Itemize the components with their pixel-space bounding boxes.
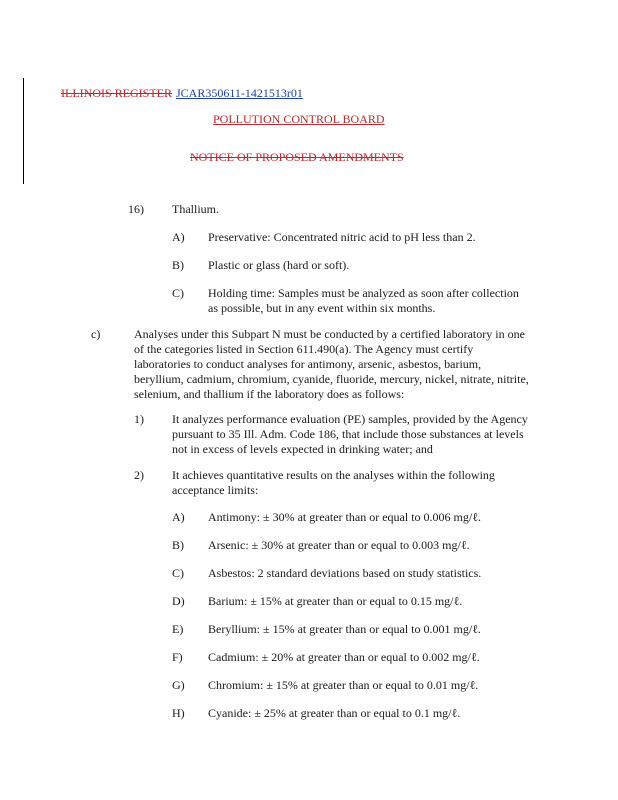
item-16a-label: A) bbox=[172, 230, 185, 244]
limit-e-text: Beryllium: ± 15% at greater than or equal to 0.001 mg/ℓ. bbox=[208, 622, 481, 636]
item-c2-line1: It achieves quantitative results on the analyses within the following bbox=[172, 468, 495, 482]
limit-h-text: Cyanide: ± 25% at greater than or equal to 0.1 mg/ℓ. bbox=[208, 706, 461, 720]
limit-c-text: Asbestos: 2 standard deviations based on study statistics. bbox=[208, 566, 482, 580]
limit-f-text: Cadmium: ± 20% at greater than or equal to 0.002 mg/ℓ. bbox=[208, 650, 480, 664]
limit-b-text: Arsenic: ± 30% at greater than or equal to 0.003 mg/ℓ. bbox=[208, 538, 470, 552]
limit-a-text: Antimony: ± 30% at greater than or equal to 0.006 mg/ℓ. bbox=[208, 510, 481, 524]
limit-g-label: G) bbox=[172, 678, 185, 692]
notice-title: NOTICE OF PROPOSED AMENDMENTS bbox=[190, 150, 404, 164]
item-c1-line2: pursuant to 35 Ill. Adm. Code 186, that include those substances at levels bbox=[172, 427, 524, 441]
section-c-line1: Analyses under this Subpart N must be conducted by a certified laboratory in one bbox=[134, 327, 525, 341]
limit-f-label: F) bbox=[172, 650, 183, 664]
section-c-label: c) bbox=[91, 327, 101, 341]
register-header bbox=[61, 86, 303, 101]
item-16c-line1: Holding time: Samples must be analyzed as soon after collection bbox=[208, 286, 519, 300]
item-16b-label: B) bbox=[172, 258, 184, 272]
limit-b-label: B) bbox=[172, 538, 184, 552]
item-16c-line2: as possible, but in any event within six months. bbox=[208, 301, 436, 315]
item-c1-label: 1) bbox=[134, 412, 144, 426]
item-16b-text: Plastic or glass (hard or soft). bbox=[208, 258, 350, 272]
item-c1-line3: not in excess of levels expected in drinking water; and bbox=[172, 442, 433, 456]
item-16a-text: Preservative: Concentrated nitric acid to pH less than 2. bbox=[208, 230, 476, 244]
item-16-number: 16) bbox=[128, 202, 144, 216]
limit-c-label: C) bbox=[172, 566, 184, 580]
register-inserted-text: JCAR350611-1421513r01 bbox=[176, 86, 303, 100]
limit-d-label: D) bbox=[172, 594, 185, 608]
item-16c-label: C) bbox=[172, 286, 184, 300]
item-c2-line2: acceptance limits: bbox=[172, 483, 259, 497]
limit-e-label: E) bbox=[172, 622, 184, 636]
item-c1-line1: It analyzes performance evaluation (PE) samples, provided by the Agency bbox=[172, 412, 528, 426]
limit-d-text: Barium: ± 15% at greater than or equal to 0.15 mg/ℓ. bbox=[208, 594, 463, 608]
section-c-line3: laboratories to conduct analyses for antimony, arsenic, asbestos, barium, bbox=[134, 357, 482, 371]
item-c2-label: 2) bbox=[134, 468, 144, 482]
limit-g-text: Chromium: ± 15% at greater than or equal to 0.01 mg/ℓ. bbox=[208, 678, 479, 692]
board-title: POLLUTION CONTROL BOARD bbox=[213, 112, 385, 126]
limit-a-label: A) bbox=[172, 510, 185, 524]
section-c-line2: of the categories listed in Section 611.490(a). The Agency must certify bbox=[134, 342, 474, 356]
section-c-line5: selenium, and thallium if the laboratory does as follows: bbox=[134, 387, 405, 401]
register-struck-text: ILLINOIS REGISTER bbox=[61, 86, 172, 100]
item-16-title: Thallium. bbox=[172, 202, 219, 216]
section-c-line4: beryllium, cadmium, chromium, cyanide, fluoride, mercury, nickel, nitrate, nitrite, bbox=[134, 372, 529, 386]
limit-h-label: H) bbox=[172, 706, 185, 720]
margin-change-bar bbox=[23, 78, 24, 184]
